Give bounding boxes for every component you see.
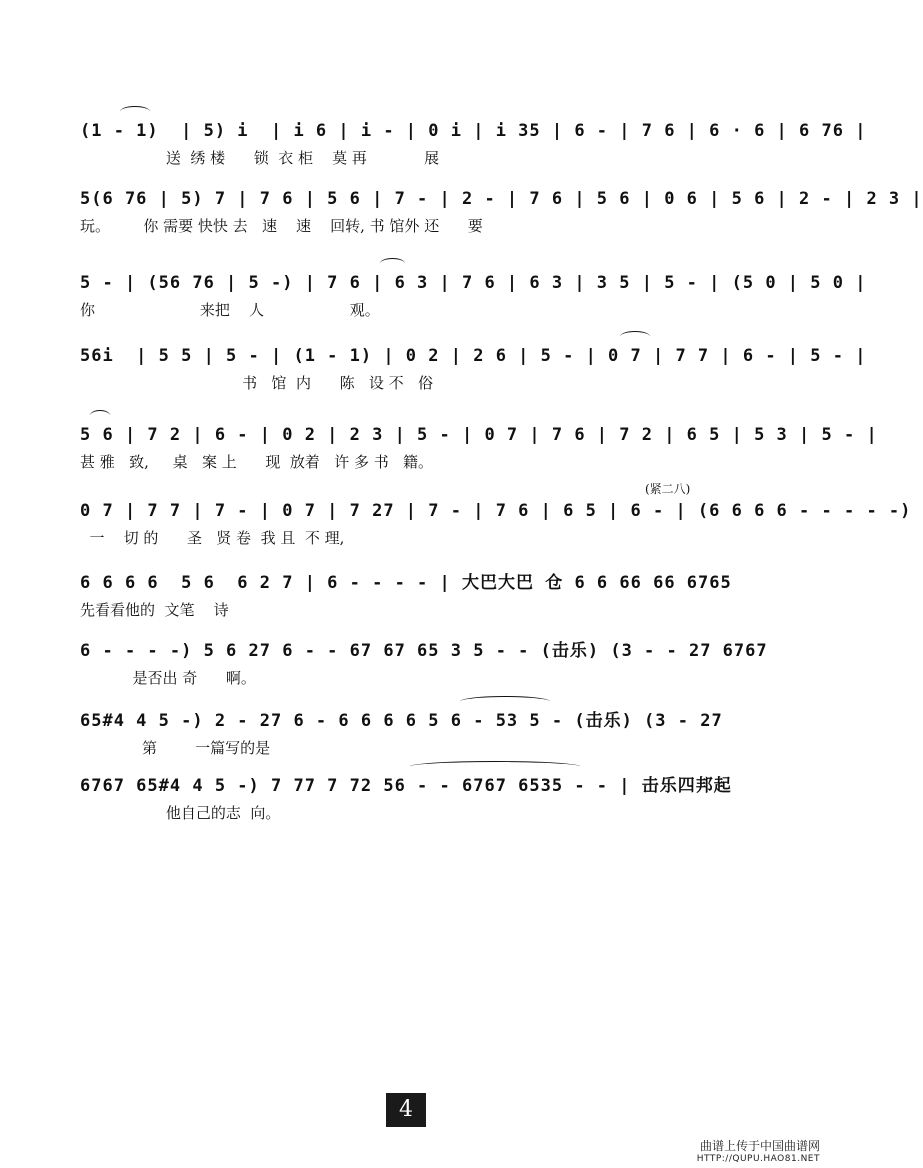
notes-line: (1 - 1) | 5) i | i 6 | i - | 0 i | i 35 | 6 - | 7 6 | 6 · 6 | 6 76 | [80,121,867,141]
watermark [697,1137,820,1164]
lyrics-line: 第 一篇写的是 [80,739,271,757]
notes-line: 6767 65#4 4 5 -) 7 77 7 72 56 - - 6767 6535 - - | 击乐四邦起 [80,776,732,796]
notes-line: 65#4 4 5 -) 2 - 27 6 - 6 6 6 6 5 6 - 53 5 - (击乐) (3 - 27 [80,711,723,731]
score-system-2 [80,188,923,236]
notes-line: 5(6 76 | 5) 7 | 7 6 | 5 6 | 7 - | 2 - | 7 6 | 5 6 | 0 6 | 5 6 | 2 - | 2 3 | [80,189,923,209]
score-system-3 [80,272,867,320]
lyrics-line: 你 来把 人 观。 [80,301,380,319]
notes-line: 5 - | (56 76 | 5 -) | 7 6 | 6 3 | 7 6 | 6 3 | 3 5 | 5 - | (5 0 | 5 0 | [80,273,867,293]
score-system-6 [80,482,912,548]
score-system-7 [80,572,760,620]
notes-line: 0 7 | 7 7 | 7 - | 0 7 | 7 27 | 7 - | 7 6 | 6 5 | 6 - | (6 6 6 6 - - - - -) [80,501,912,521]
score-system-5 [80,424,878,472]
notes-line: 5 6 | 7 2 | 6 - | 0 2 | 2 3 | 5 - | 0 7 | 7 6 | 7 2 | 6 5 | 5 3 | 5 - | [80,425,878,445]
lyrics-line: 一 切 的 圣 贤 卷 我 且 不 理, [80,529,345,547]
watermark-line2: HTTP://QUPU.HAO81.NET [696,1154,820,1164]
lyrics-line: 是否出 奇 啊。 [80,669,256,687]
score-system-9 [80,710,760,758]
notes-line: 6 - - - -) 5 6 27 6 - - 67 67 65 3 5 - - (击乐) (3 - - 27 6767 [80,641,768,661]
score-system-4 [80,345,867,393]
score-system-8 [80,640,768,688]
score-system-1 [80,120,867,168]
notes-line: 6 6 6 6 5 6 6 2 7 | 6 - - - - | 大巴大巴 仓 6 6 66 66 6765 [80,573,732,593]
lyrics-line: 书 馆 内 陈 设 不 俗 [80,374,433,392]
tempo-marking: (紧二八) [645,482,691,496]
page-number: 4 [386,1093,426,1127]
score-system-10 [80,775,760,823]
lyrics-line: 先看看他的 文笔 诗 [80,601,229,619]
lyrics-line: 送 绣 楼 锁 衣 柜 莫 再 展 [80,149,440,167]
lyrics-line: 甚 雅 致, 桌 案 上 现 放着 许 多 书 籍。 [80,453,434,471]
lyrics-line: 他自己的志 向。 [80,804,281,822]
watermark-line1: 曲谱上传于中国曲谱网 [699,1139,820,1153]
notes-line: 56i | 5 5 | 5 - | (1 - 1) | 0 2 | 2 6 | 5 - | 0 7 | 7 7 | 6 - | 5 - | [80,346,867,366]
lyrics-line: 玩。 你 需要 快快 去 速 速 回转, 书 馆外 还 要 [80,217,483,235]
